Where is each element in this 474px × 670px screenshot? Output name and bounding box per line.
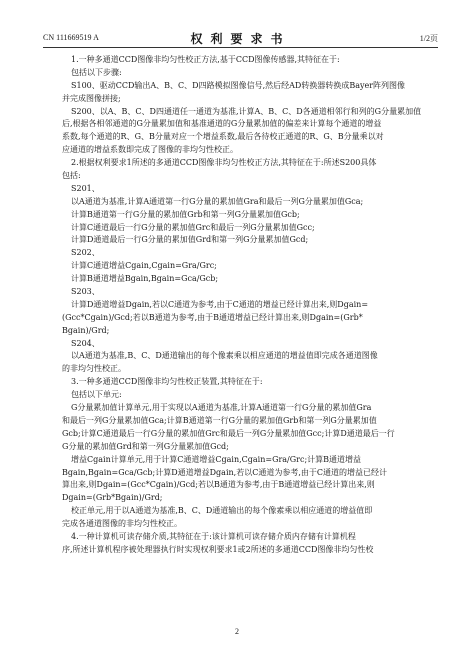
claim-text-line: 包括以下步骤: [71, 67, 122, 77]
claim-text-line: 的非均匀性校正。 [62, 364, 126, 374]
publication-number: CN 111669519 A [43, 33, 99, 42]
claim-text-line: 增益Cgain计算单元,用于计算C通道增益Cgain,Cgain=Gra/Grc;计算B通道增益 [71, 454, 362, 464]
claim-text-line: S204、 [71, 338, 100, 348]
claim-text-line: 算出来,则Dgain=(Gcc*Cgain)/Gcd;若以B通道为参考,由于B通道增益已经计算出来,则 [62, 480, 375, 490]
claim-text-line: 计算D通道最后一行G分量的累加值Grd和第一列G分量累加值Gcd; [71, 235, 309, 245]
claim-text-line: 以A通道为基准,计算A通道第一行G分量的累加值Gra和最后一列G分量累加值Gca; [71, 196, 364, 206]
claim-text-line: 2.根据权利要求1所述的多通道CCD图像非均匀性校正方法,其特征在于:所述S200具体 [71, 158, 377, 168]
claim-text-line: 以A通道为基准,B、C、D通道输出的每个像素乘以相应通道的增益值即完成各通道图像 [71, 351, 378, 361]
claim-text-line: Dgain=(Grb*Bgain)/Grd; [62, 493, 163, 503]
claim-text-line: 序,所述计算机程序被处理器执行时实现权利要求1或2所述的多通道CCD图像非均匀性校 [62, 544, 374, 554]
claim-text-line: (Gcc*Cgain)/Gcd;若以B通道为参考,由于B通道增益已经计算出来,则Dgain=(Grb* [62, 312, 363, 322]
claim-text-line: 并完成图像拼接; [62, 93, 121, 103]
claim-text-line: 包括以下单元: [71, 390, 122, 400]
claim-text-line: 包括: [62, 171, 81, 181]
claim-text-line: S201、 [71, 183, 100, 193]
claim-text-line: Gcb;计算C通道最后一行G分量的累加值Grc和最后一列G分量累加值Gcc;计算D通道最后一行 [62, 428, 395, 438]
page-number: 2 [235, 627, 239, 636]
claim-text-line: G分量的累加值Grd和第一列G分量累加值Gcd; [62, 441, 229, 451]
claim-text-line: 完成各通道图像的非均匀性校正。 [62, 519, 182, 529]
claim-text-line: S100、驱动CCD输出A、B、C、D四路模拟图像信号,然后经AD转换器转换成Bayer阵列图像 [71, 80, 406, 90]
claim-text-line: Bgain)/Grd; [62, 325, 110, 335]
claim-text-line: 计算C通道增益Cgain,Cgain=Gra/Grc; [71, 261, 217, 271]
claim-text-line: 1.一种多通道CCD图像非均匀性校正方法,基于CCD图像传感器,其特征在于: [71, 55, 340, 64]
document-title: 权利要求书 [190, 32, 291, 46]
claim-text-line: 计算B通道第一行G分量的累加值Grb和第一列G分量累加值Gcb; [71, 209, 300, 219]
claims-body [62, 54, 438, 557]
claim-text-line: 校正单元,用于以A通道为基准,B、C、D通道输出的每个像素乘以相应通道的增益值即 [71, 506, 373, 516]
claim-text-line: 后,根据各相邻通道的G分量累加值和基准通道的G分量累加值的偏差来计算每个通道的增益 [62, 119, 382, 129]
page-header [43, 30, 438, 44]
claim-text-line: S200、以A、B、C、D四通道任一通道为基准,计算A、B、C、D各通道相邻行和列的G分量累加值 [71, 106, 422, 116]
claim-text-line: 和最后一列G分量累加值Gca;计算B通道第一行G分量的累加值Grb和第一列G分量累加值 [62, 415, 377, 425]
header-rule [43, 47, 438, 48]
claim-text-line: 系数,每个通道的R、G、B分量对应一个增益系数,最后各待校正通道的R、G、B分量乘以对 [62, 132, 384, 142]
claim-text-line: Bgain,Bgain=Gca/Gcb;计算D通道增益Dgain,若以C通道为参考,由于C通道的增益已经计 [62, 467, 387, 477]
claim-text-line: 3.一种多通道CCD图像非均匀性校正装置,其特征在于: [71, 377, 263, 387]
claim-text-line: S202、 [71, 248, 100, 258]
claim-text-line: S203、 [71, 287, 100, 297]
claim-text-line: G分量累加值计算单元,用于实现以A通道为基准,计算A通道第一行G分量的累加值Gra [71, 403, 372, 413]
claim-text-line: 计算C通道最后一行G分量的累加值Grc和最后一列G分量累加值Gcc; [71, 222, 315, 232]
page-indicator: 1/2页 [419, 34, 438, 43]
claim-text-line: 计算D通道增益Dgain,若以C通道为参考,由于C通道的增益已经计算出来,则Dgain= [71, 299, 369, 309]
claim-text-line: 应通道的增益系数即完成了图像的非均匀性校正。 [62, 145, 238, 155]
claim-text-line: 计算B通道增益Bgain,Bgain=Gca/Gcb; [71, 274, 219, 284]
claim-text-line: 4.一种计算机可读存储介质,其特征在于:该计算机可读存储介质内存储有计算机程 [71, 531, 356, 541]
